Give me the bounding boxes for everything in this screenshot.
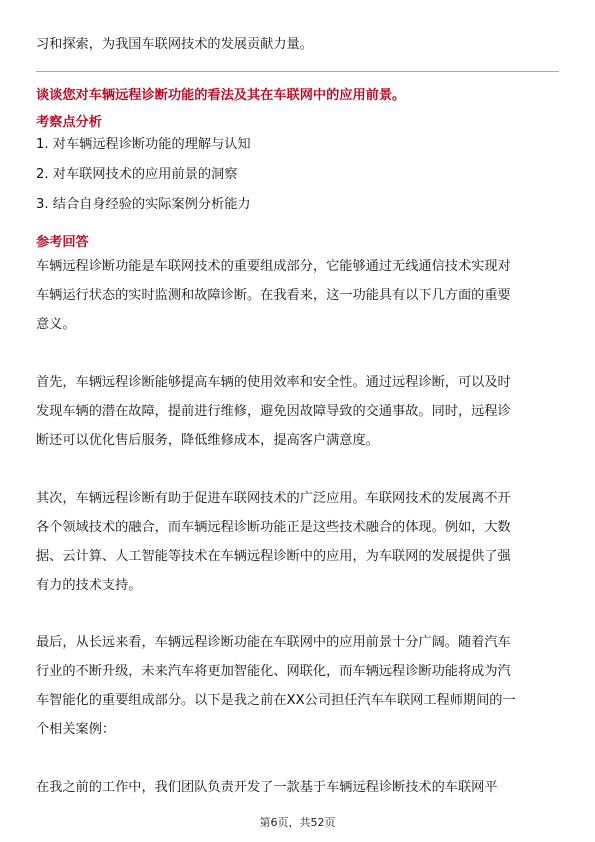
answer-paragraph-1-line: 车辆远程诊断功能是车联网技术的重要组成部分，它能够通过无线通信技术实现对	[36, 259, 511, 274]
analysis-point: 3. 结合自身经验的实际案例分析能力	[36, 197, 251, 212]
answer-paragraph-2-line: 首先，车辆远程诊断能够提高车辆的使用效率和安全性。通过远程诊断，可以及时	[36, 375, 511, 390]
answer-paragraph-1-line: 车辆运行状态的实时监测和故障诊断。在我看来，这一功能具有以下几方面的重要	[36, 288, 511, 303]
analysis-point: 2. 对车联网技术的应用前景的洞察	[36, 167, 238, 182]
answer-paragraph-1-line: 意义。	[36, 317, 76, 332]
answer-paragraph-3-line: 各个领域技术的融合，而车辆远程诊断功能正是这些技术融合的体现。例如，大数	[36, 520, 511, 535]
answer-heading: 参考回答	[36, 235, 89, 250]
answer-paragraph-4-line: 个相关案例：	[36, 722, 116, 737]
answer-paragraph-4-line: 最后，从长远来看，车辆远程诊断功能在车联网中的应用前景十分广阔。随着汽车	[36, 635, 511, 650]
analysis-heading: 考察点分析	[36, 115, 102, 130]
answer-paragraph-2-line: 断还可以优化售后服务，降低维修成本，提高客户满意度。	[36, 433, 379, 448]
answer-paragraph-2-line: 发现车辆的潜在故障，提前进行维修，避免因故障导致的交通事故。同时，远程诊	[36, 404, 511, 419]
analysis-point: 1. 对车辆远程诊断功能的理解与认知	[36, 137, 251, 152]
page-number-footer: 第6页，共52页	[259, 816, 336, 829]
answer-paragraph-3-line: 其次，车辆远程诊断有助于促进车联网技术的广泛应用。车联网技术的发展离不开	[36, 491, 511, 506]
section-divider	[36, 71, 559, 72]
answer-paragraph-4-line: 车智能化的重要组成部分。以下是我之前在XX公司担任汽车车联网工程师期间的一	[36, 693, 516, 708]
interview-question: 谈谈您对车辆远程诊断功能的看法及其在车联网中的应用前景。	[36, 88, 406, 103]
answer-paragraph-3-line: 据、云计算、人工智能等技术在车辆远程诊断中的应用，为车联网的发展提供了强	[36, 549, 511, 564]
intro-tail-text: 习和探索，为我国车联网技术的发展贡献力量。	[36, 37, 313, 52]
answer-paragraph-3-line: 有力的技术支持。	[36, 578, 142, 593]
answer-paragraph-4-line: 行业的不断升级，未来汽车将更加智能化、网联化，而车辆远程诊断功能将成为汽	[36, 664, 511, 679]
answer-paragraph-5-line: 在我之前的工作中，我们团队负责开发了一款基于车辆远程诊断技术的车联网平	[36, 780, 498, 795]
